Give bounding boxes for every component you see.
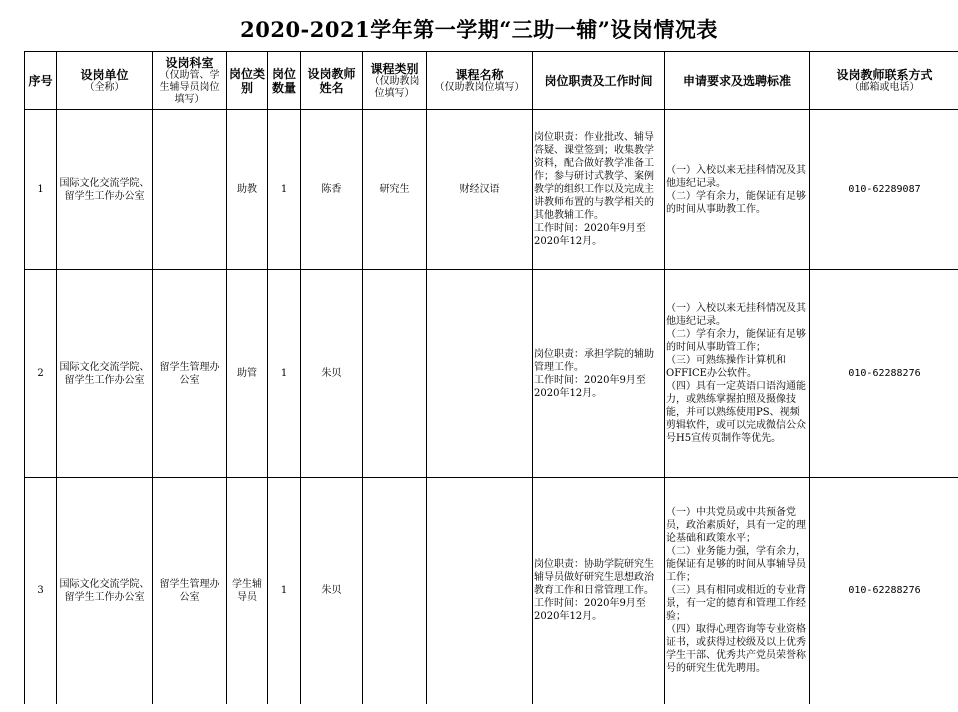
cell-unit: 国际文化交流学院、留学生工作办公室: [57, 110, 153, 270]
cell-seq: 3: [25, 478, 57, 704]
table-row: [25, 478, 958, 704]
cell-contact: 010-62288276: [810, 478, 958, 704]
requirement-line: （二）业务能力强，学有余力，能保证有足够的时间从事辅导员工作；: [666, 546, 806, 584]
header-requirement: 申请要求及选聘标准: [665, 52, 810, 110]
cell-dept: [153, 110, 227, 270]
cell-seq: 2: [25, 270, 57, 478]
cell-requirement: [665, 270, 810, 478]
table-row: [25, 110, 958, 270]
cell-contact: 010-62288276: [810, 270, 958, 478]
header-dept: 设岗科室 （仅助管、学生辅导员岗位填写）: [153, 52, 227, 110]
requirement-line: （二）学有余力，能保证有足够的时间从事助管工作；: [666, 329, 806, 353]
duty-line: 工作时间：2020年9月至2020年12月。: [534, 223, 646, 247]
duty-line: 工作时间：2020年9月至2020年12月。: [534, 374, 646, 399]
duty-line: 工作时间：2020年9月至2020年12月。: [534, 598, 646, 623]
cell-post-type: 助管: [227, 270, 268, 478]
requirement-line: （四）取得心理咨询等专业资格证书，或获得过校级及以上优秀学生干部、优秀共产党员荣誉称号的研究生优先聘用。: [666, 624, 806, 675]
header-post-count: 岗位数量: [268, 52, 301, 110]
duty-line: 岗位职责：承担学院的辅助管理工作。: [534, 348, 654, 373]
cell-post-count: 1: [268, 110, 301, 270]
cell-post-type: 学生辅导员: [227, 478, 268, 704]
header-course-name: 课程名称 （仅助教岗位填写）: [427, 52, 533, 110]
cell-unit: 国际文化交流学院、留学生工作办公室: [57, 270, 153, 478]
cell-requirement: [665, 478, 810, 704]
requirement-line: （四）具有一定英语口语沟通能力，或熟练掌握拍照及摄像技能，并可以熟练使用PS、视频剪辑软件，或可以完成微信公众号H5宣传页制作等优先。: [666, 381, 806, 444]
duty-line: 岗位职责：协助学院研究生辅导员做好研究生思想政治教育工作和日常管理工作。: [534, 559, 654, 597]
cell-post-count: 1: [268, 270, 301, 478]
cell-unit: 国际文化交流学院、留学生工作办公室: [57, 478, 153, 704]
header-row: [25, 52, 958, 110]
cell-teacher: 朱贝: [301, 478, 363, 704]
page-title: 2020-2021学年第一学期“三助一辅”设岗情况表: [240, 17, 718, 42]
cell-requirement: [665, 110, 810, 270]
cell-course-name: 财经汉语: [427, 110, 533, 270]
cell-contact: 010-62289087: [810, 110, 958, 270]
cell-post-count: 1: [268, 478, 301, 704]
requirement-line: （二）学有余力，能保证有足够的时间从事助教工作。: [666, 190, 806, 215]
cell-duty: [533, 270, 665, 478]
header-course-type: 课程类别 （仅助教岗位填写）: [363, 52, 427, 110]
cell-duty: [533, 478, 665, 704]
header-seq: 序号: [25, 52, 57, 110]
post-table: [24, 51, 958, 704]
header-unit: 设岗单位 （全称）: [57, 52, 153, 110]
table-row: [25, 270, 958, 478]
cell-duty: [533, 110, 665, 270]
duty-line: 岗位职责：作业批改、辅导答疑、课堂签到；收集教学资料，配合做好教学准备工作；参与研讨式教学、案例教学的组织工作以及完成主讲教师布置的与教学相关的其他教辅工作。: [534, 132, 654, 221]
header-teacher: 设岗教师姓名: [301, 52, 363, 110]
cell-dept: 留学生管理办公室: [153, 478, 227, 704]
cell-seq: 1: [25, 110, 57, 270]
cell-post-type: 助教: [227, 110, 268, 270]
requirement-line: （一）入校以来无挂科情况及其他违纪记录。: [666, 164, 806, 189]
cell-course-type: 研究生: [363, 110, 427, 270]
cell-course-name: [427, 478, 533, 704]
requirement-line: （三）可熟练操作计算机和OFFICE办公软件。: [666, 355, 786, 379]
requirement-line: （一）中共党员或中共预备党员，政治素质好，具有一定的理论基础和政策水平；: [666, 507, 806, 545]
cell-dept: 留学生管理办公室: [153, 270, 227, 478]
requirement-line: （三）具有相同或相近的专业背景，有一定的德育和管理工作经验；: [666, 585, 806, 623]
header-duty: 岗位职责及工作时间: [533, 52, 665, 110]
cell-teacher: 陈香: [301, 110, 363, 270]
requirement-line: （一）入校以来无挂科情况及其他违纪记录。: [666, 303, 806, 327]
cell-teacher: 朱贝: [301, 270, 363, 478]
header-contact: 设岗教师联系方式 （邮箱或电话）: [810, 52, 958, 110]
cell-course-type: [363, 270, 427, 478]
header-post-type: 岗位类别: [227, 52, 268, 110]
cell-course-name: [427, 270, 533, 478]
cell-course-type: [363, 478, 427, 704]
